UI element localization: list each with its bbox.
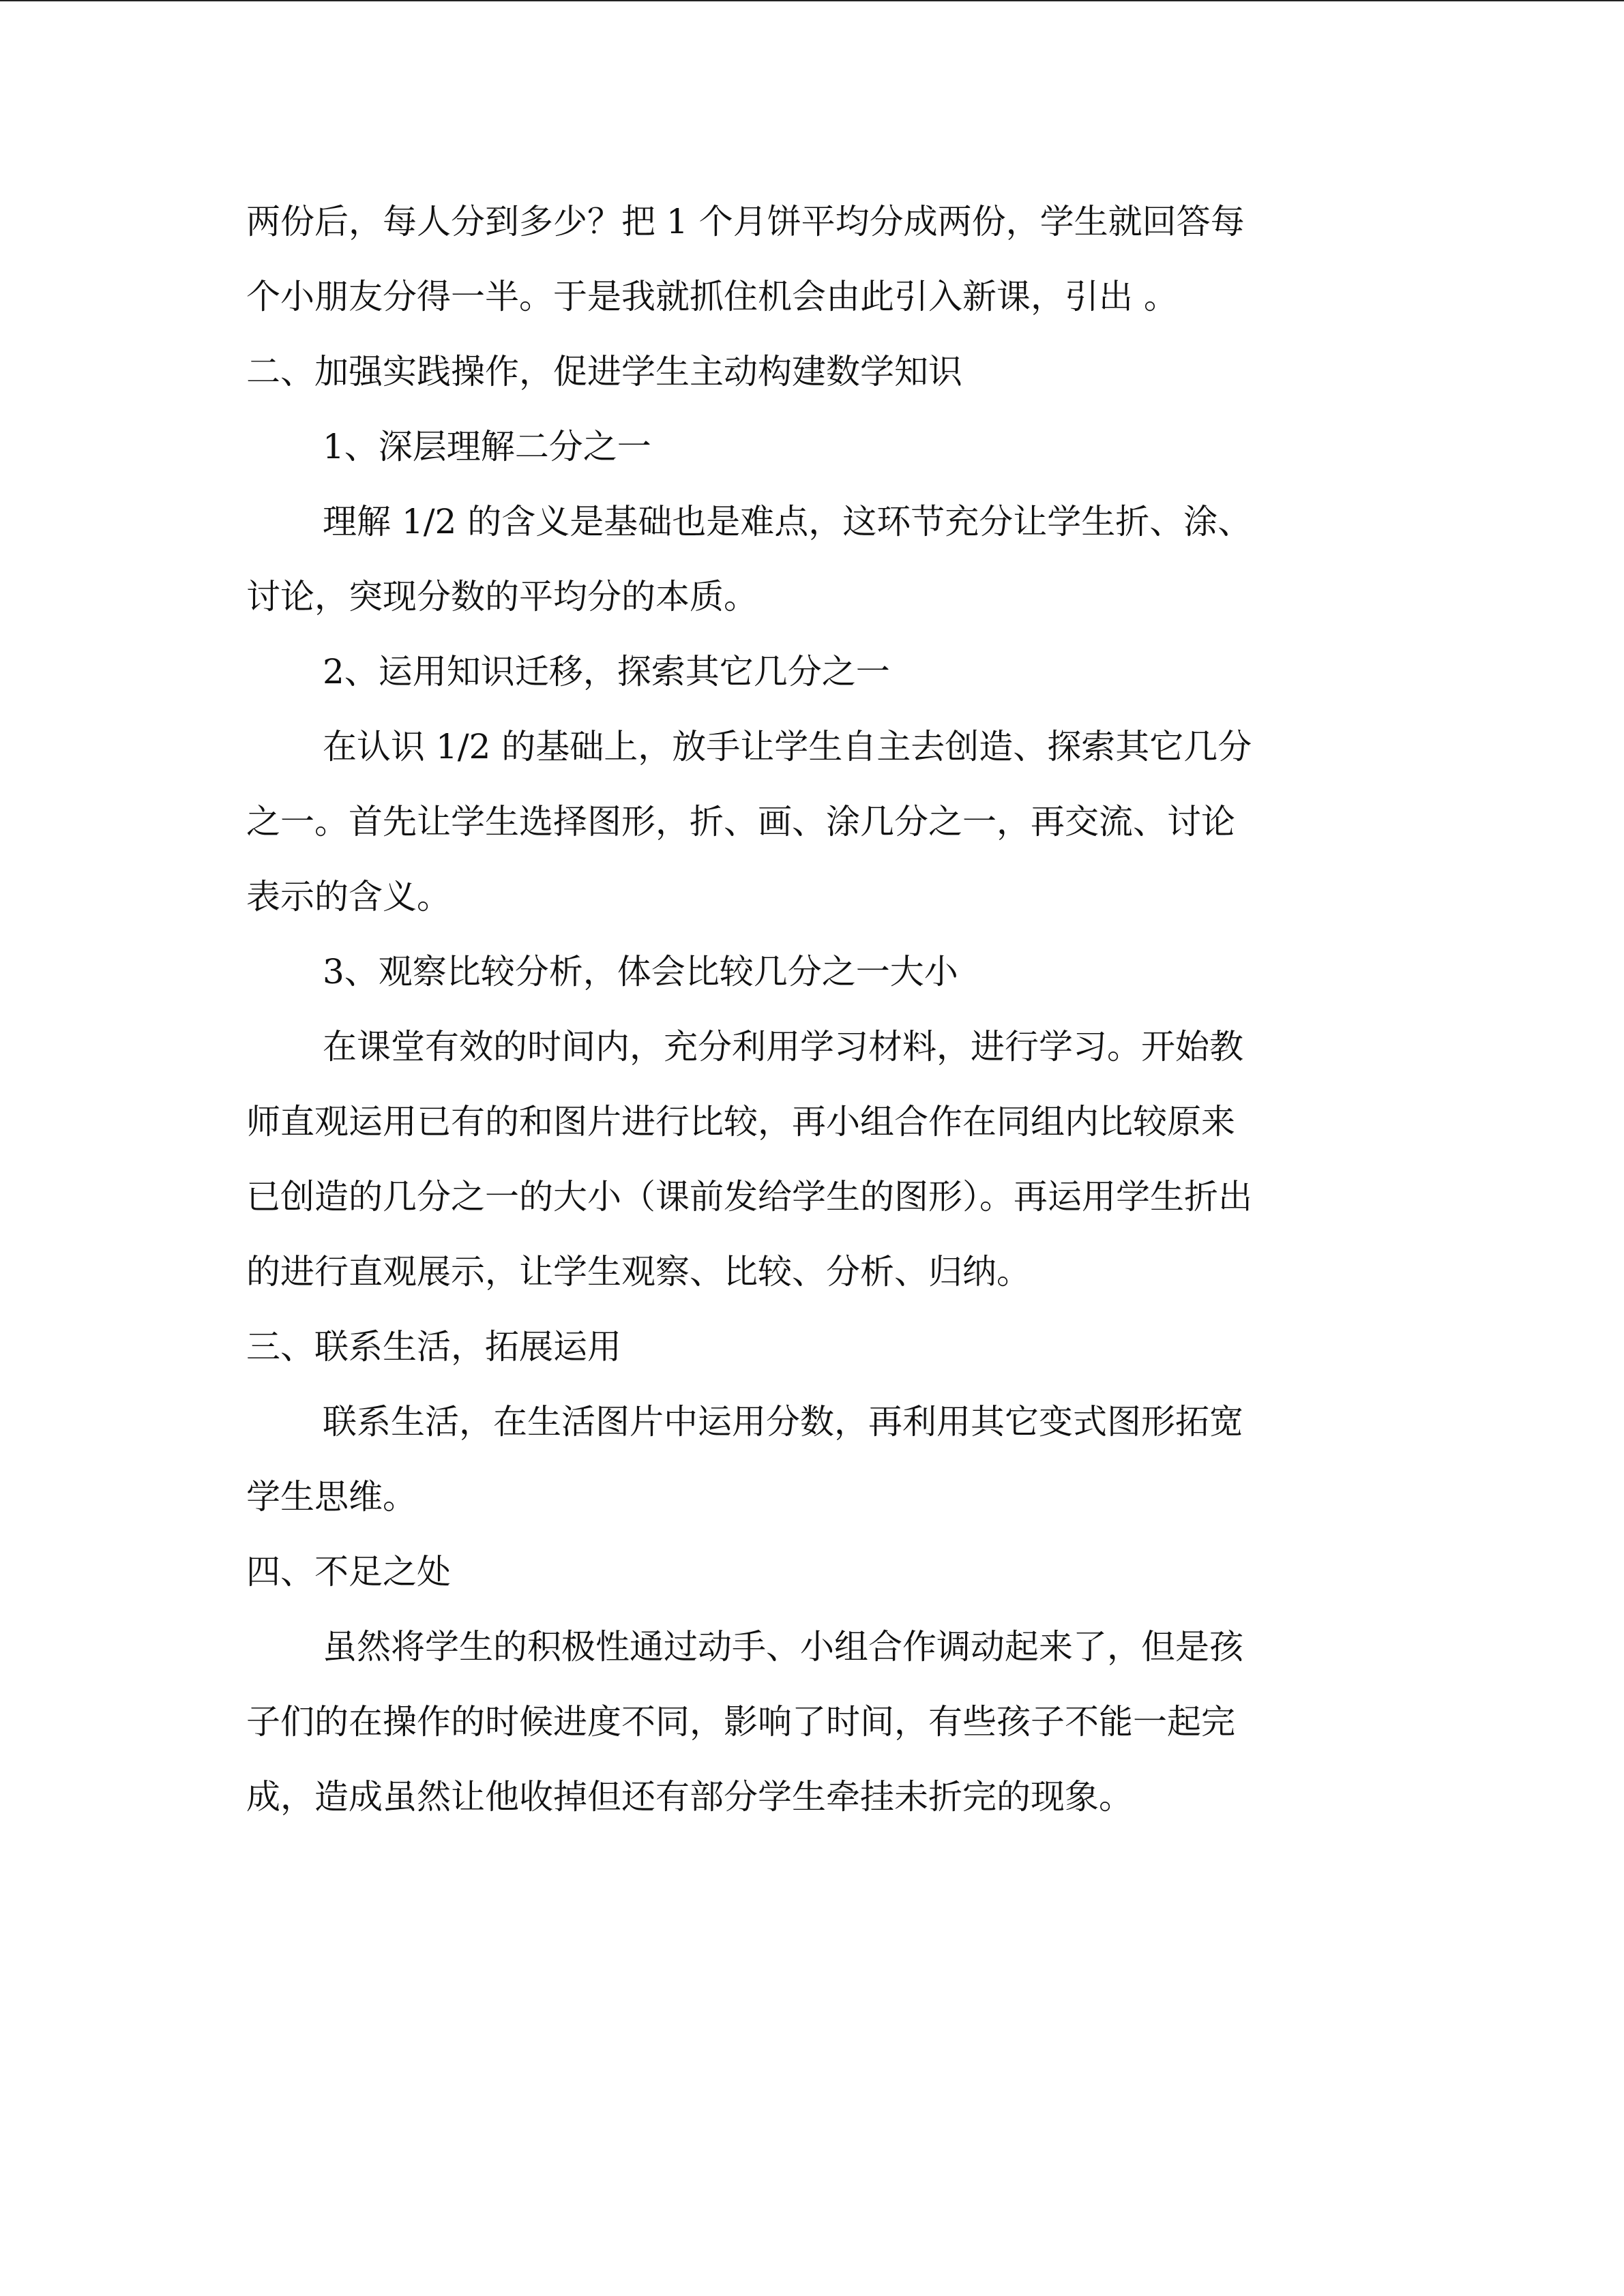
text-line: 在课堂有效的时间内，充分利用学习材料，进行学习。开始教 (323, 1027, 1243, 1067)
text-line: 两份后，每人分到多少？把 1 个月饼平均分成两份，学生就回答每 (246, 202, 1245, 241)
document-body (246, 184, 1378, 1834)
text-line: 的进行直观展示，让学生观察、比较、分析、归纳。 (246, 1252, 1031, 1292)
text-line: 成，造成虽然让他收掉但还有部分学生牵挂未折完的现象。 (246, 1777, 1133, 1817)
text-line: 师直观运用已有的和图片进行比较，再小组合作在同组内比较原来 (246, 1102, 1235, 1142)
text-line: 已创造的几分之一的大小（课前发给学生的图形）。再运用学生折出 (246, 1177, 1252, 1217)
text-line: 之一。首先让学生选择图形，折、画、涂几分之一，再交流、讨论 (246, 802, 1235, 841)
text-line: 理解 1/2 的含义是基础也是难点，这环节充分让学生折、涂、 (323, 502, 1252, 541)
subsection-heading: 1、深层理解二分之一 (323, 427, 651, 466)
section-heading: 三、联系生活，拓展运用 (246, 1327, 621, 1367)
text-line: 个小朋友分得一半。于是我就抓住机会由此引入新课，引出 。 (246, 277, 1178, 316)
text-line: 表示的含义。 (246, 877, 451, 916)
text-line: 讨论，突现分数的平均分的本质。 (246, 577, 758, 616)
page-top-border (0, 0, 1624, 1)
section-heading: 四、不足之处 (246, 1552, 451, 1592)
subsection-heading: 3、观察比较分析，体会比较几分之一大小 (323, 952, 958, 992)
section-heading: 二、加强实践操作，促进学生主动构建数学知识 (246, 352, 962, 391)
text-line: 联系生活，在生活图片中运用分数，再利用其它变式图形拓宽 (323, 1402, 1243, 1442)
text-line: 学生思维。 (246, 1477, 417, 1517)
subsection-heading: 2、运用知识迁移，探索其它几分之一 (323, 652, 890, 691)
text-line: 子们的在操作的时候进度不同，影响了时间，有些孩子不能一起完 (246, 1702, 1235, 1742)
text-line: 在认识 1/2 的基础上，放手让学生自主去创造、探索其它几分 (323, 727, 1252, 766)
text-line: 虽然将学生的积极性通过动手、小组合作调动起来了，但是孩 (323, 1627, 1243, 1667)
